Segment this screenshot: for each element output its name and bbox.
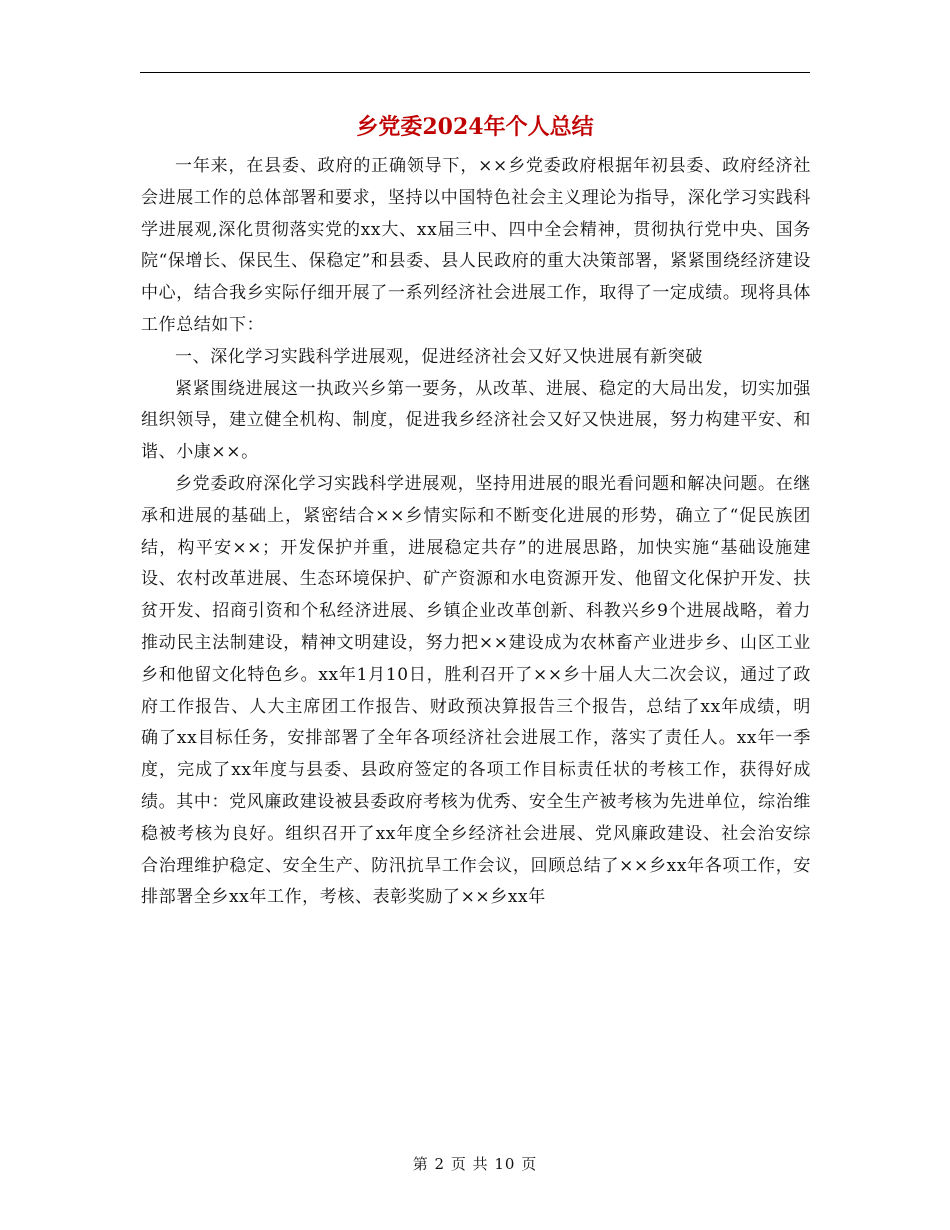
paragraph-practice: 乡党委政府深化学习实践科学进展观，坚持用进展的眼光看问题和解决问题。在继承和进展的基础上，紧密结合××乡情实际和不断变化进展的形势，确立了“促民族团结，构平安××；开发保护并重，进展稳定共存”的进展思路，加快实施“基础设施建设、农村改革进展、生态环境保护、矿产资源和水电资源开发、他留文化保护开发、扶贫开发、招商引资和个私经济进展、乡镇企业改革创新、科教兴乡9个进展战略，着力推动民主法制建设，精神文明建设，努力把××建设成为农林畜产业进步乡、山区工业乡和他留文化特色乡。xx年1月10日，胜利召开了××乡十届人大二次会议，通过了政府工作报告、人大主席团工作报告、财政预决算报告三个报告，总结了xx年成绩，明确了xx目标任务，安排部署了全年各项经济社会进展工作，落实了责任人。xx年一季度，完成了xx年度与县委、县政府签定的各项工作目标责任状的考核工作，获得好成绩。其中：党风廉政建设被县委政府考核为优秀、安全生产被考核为先进单位，综治维稳被考核为良好。组织召开了xx年度全乡经济社会进展、党风廉政建设、社会治安综合治理维护稳定、安全生产、防汛抗旱工作会议，回顾总结了××乡xx年各项工作，安排部署全乡xx年工作，考核、表彰奖励了××乡xx年 bbox=[141, 473, 811, 908]
paragraph-development: 紧紧围绕进展这一执政兴乡第一要务，从改革、进展、稳定的大局出发，切实加强组织领导，建立健全机构、制度，促进我乡经济社会又好又快进展，努力构建平安、和谐、小康××。 bbox=[141, 378, 811, 463]
header-rule bbox=[140, 72, 810, 73]
section-heading-1: 一、深化学习实践科学进展观，促进经济社会又好又快进展有新突破 bbox=[175, 346, 703, 367]
paragraph-intro: 一年来，在县委、政府的正确领导下，××乡党委政府根据年初县委、政府经济社会进展工作的总体部署和要求，坚持以中国特色社会主义理论为指导，深化学习实践科学进展观,深化贯彻落实党的xx大、xx届三中、四中全会精神，贯彻执行党中央、国务院“保增长、保民生、保稳定”和县委、县人民政府的重大决策部署，紧紧围绕经济建设中心，结合我乡实际仔细开展了一系列经济社会进展工作，取得了一定成绩。现将具体工作总结如下： bbox=[141, 156, 811, 335]
document-body bbox=[141, 151, 811, 914]
document-title: 乡党委2024年个人总结 bbox=[356, 114, 594, 140]
page-footer: 第 2 页 共 10 页 bbox=[412, 1155, 538, 1173]
